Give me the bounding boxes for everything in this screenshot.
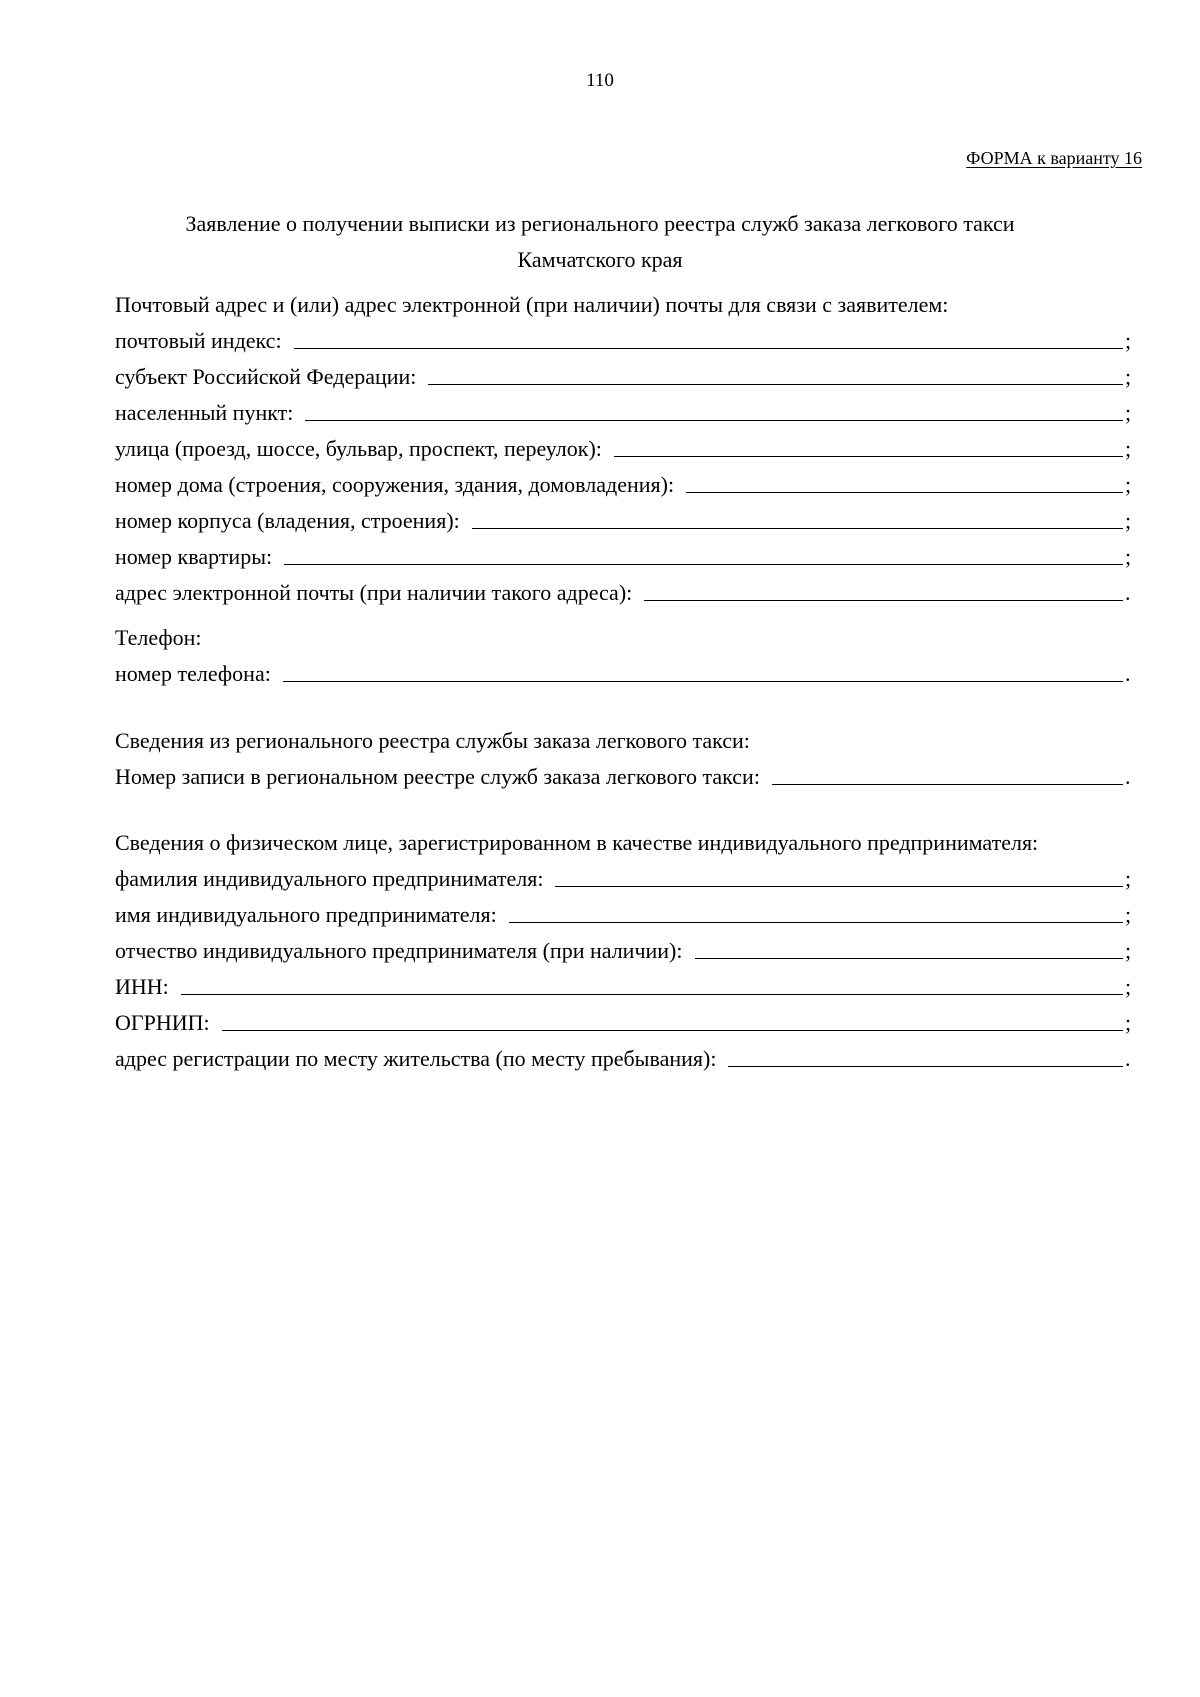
form-field-row [115,861,1135,897]
document-title-line-1: Заявление о получении выписки из регионального реестра служб заказа легкового такси [185,211,1015,236]
form-field-blank-line[interactable] [305,420,1123,421]
registry-section [115,723,1135,795]
form-field-blank-line[interactable] [472,528,1123,529]
registry-fields [115,759,1135,795]
phone-section-heading: Телефон: [115,625,202,650]
form-field-label: номер телефона: [115,661,271,686]
form-field-label: субъект Российской Федерации: [115,364,417,389]
form-field-blank-line[interactable] [614,456,1123,457]
form-field-row [115,431,1135,467]
form-field-label: номер квартиры: [115,544,273,569]
form-field-terminator: ; [1125,400,1132,425]
form-field-label: адрес электронной почты (при наличии такого адреса): [115,580,633,605]
form-field-row [115,395,1135,431]
form-field-row [115,897,1135,933]
form-reference: ФОРМА к варианту 16 [966,148,1142,168]
contact-fields [115,323,1135,611]
contact-section [115,287,1135,611]
form-field-blank-line[interactable] [509,922,1123,923]
form-field-terminator: ; [1125,1010,1132,1035]
form-field-blank-line[interactable] [686,492,1123,493]
form-field-blank-line[interactable] [695,958,1124,959]
form-field-terminator: . [1125,1046,1131,1071]
form-field-blank-line[interactable] [181,994,1123,995]
form-field-label: населенный пункт: [115,400,294,425]
form-field-label: ИНН: [115,974,169,999]
form-field-terminator: ; [1125,472,1132,497]
form-field-terminator: . [1125,764,1131,789]
form-field-terminator: . [1125,580,1131,605]
form-field-row [115,759,1135,795]
form-field-row [115,323,1135,359]
form-field-row [115,539,1135,575]
form-field-label: Номер записи в региональном реестре служб заказа легкового такси: [115,764,760,789]
form-field-row [115,503,1135,539]
form-field-label: номер дома (строения, сооружения, здания, домовладения): [115,472,675,497]
phone-fields [115,656,1135,692]
document-title-line-2: Камчатского края [517,247,683,272]
form-field-blank-line[interactable] [772,784,1123,785]
form-field-label: фамилия индивидуального предпринимателя: [115,866,544,891]
phone-section [115,620,1135,692]
form-field-terminator: ; [1125,364,1132,389]
form-field-terminator: ; [1125,328,1132,353]
form-field-label: адрес регистрации по месту жительства (по месту пребывания): [115,1046,717,1071]
form-field-row [115,467,1135,503]
form-field-terminator: ; [1125,902,1132,927]
form-field-row [115,575,1135,611]
form-field-blank-line[interactable] [222,1030,1123,1031]
form-field-blank-line[interactable] [728,1066,1123,1067]
document-title [0,206,1200,278]
form-field-row [115,359,1135,395]
form-field-blank-line[interactable] [294,348,1123,349]
form-field-label: номер корпуса (владения, строения): [115,508,460,533]
form-field-label: почтовый индекс: [115,328,282,353]
contact-section-heading: Почтовый адрес и (или) адрес электронной (при наличии) почты для связи с заявителем: [115,292,949,317]
form-field-blank-line[interactable] [644,600,1123,601]
entrepreneur-fields [115,861,1135,1077]
entrepreneur-section-heading: Сведения о физическом лице, зарегистрированном в качестве индивидуального предпринимателя: [115,830,1039,855]
form-field-label: отчество индивидуального предпринимателя (при наличии): [115,938,683,963]
form-field-terminator: ; [1125,974,1132,999]
form-field-row [115,933,1135,969]
form-field-terminator: ; [1125,938,1132,963]
form-field-blank-line[interactable] [283,681,1123,682]
form-field-row [115,656,1135,692]
registry-section-heading: Сведения из регионального реестра службы заказа легкового такси: [115,728,750,753]
page-number: 110 [586,70,614,91]
form-field-row [115,1005,1135,1041]
form-field-blank-line[interactable] [555,886,1123,887]
form-field-row [115,1041,1135,1077]
form-field-terminator: ; [1125,436,1132,461]
form-field-label: улица (проезд, шоссе, бульвар, проспект, переулок): [115,436,602,461]
form-field-terminator: ; [1125,866,1132,891]
form-field-label: ОГРНИП: [115,1010,210,1035]
form-field-terminator: ; [1125,544,1132,569]
form-field-blank-line[interactable] [284,564,1123,565]
form-field-terminator: . [1125,661,1131,686]
form-field-row [115,969,1135,1005]
form-field-terminator: ; [1125,508,1132,533]
form-field-label: имя индивидуального предпринимателя: [115,902,497,927]
entrepreneur-section [115,825,1135,1077]
form-field-blank-line[interactable] [428,384,1123,385]
